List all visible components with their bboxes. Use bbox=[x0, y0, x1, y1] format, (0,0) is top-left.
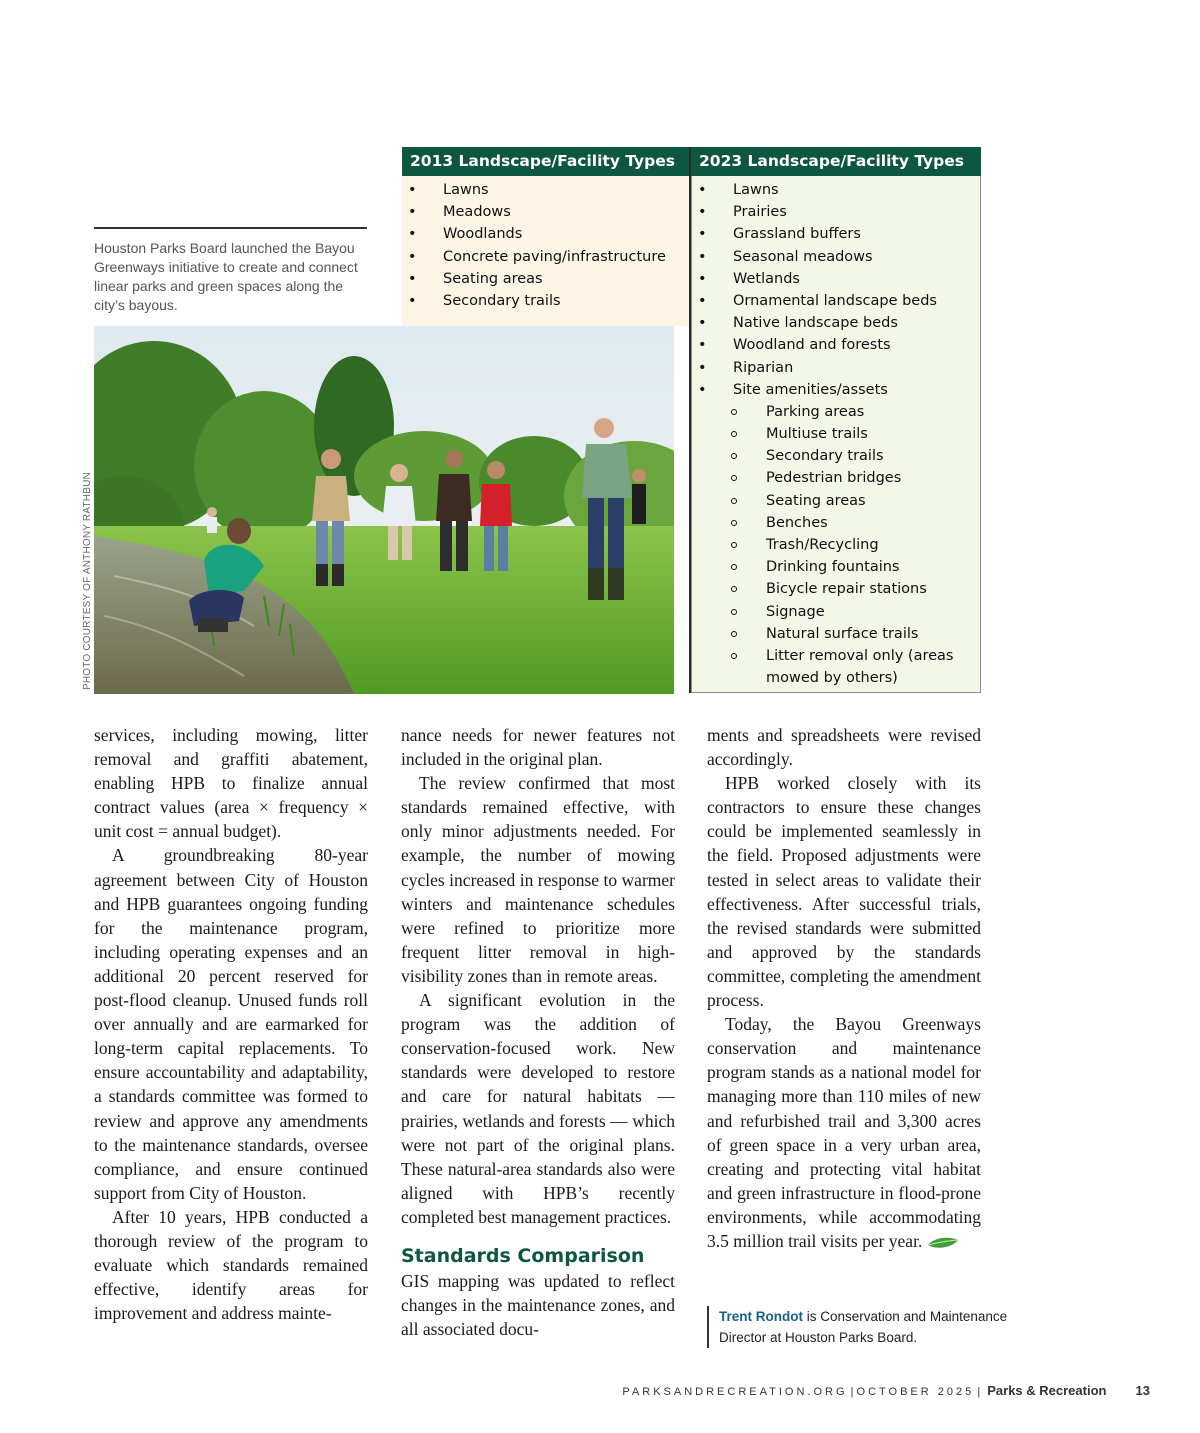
article-column-1 bbox=[94, 723, 368, 1325]
page-number: 13 bbox=[1135, 1383, 1150, 1398]
sub-list-item: Pedestrian bridges bbox=[692, 467, 980, 489]
table-heading-2023: 2023 Landscape/Facility Types bbox=[691, 147, 981, 176]
sub-list-item: Seating areas bbox=[692, 490, 980, 512]
author-description: is Conservation and Maintenance Director at Houston Parks Board. bbox=[719, 1309, 1008, 1345]
paragraph: services, including mowing, litter removal and graffiti abatement, enabling HPB to finalize annual contract values (area × frequency × unit cost = annual budget). bbox=[94, 725, 368, 842]
footer-separator: | bbox=[850, 1386, 854, 1398]
paragraph: A significant evolution in the program was the addition of conservation-focused work. New standards were developed to restore and care for natural habitats — prairies, wetlands and forests — which were not part of the original plans. These natural-area standards also were aligned with HPB’s recently completed best management practices. bbox=[401, 990, 675, 1227]
list-item: • Meadows bbox=[402, 201, 689, 223]
list-item: • Lawns bbox=[692, 179, 980, 201]
list-item: • Lawns bbox=[402, 179, 689, 201]
list-item: • Prairies bbox=[692, 201, 980, 223]
paragraph: After 10 years, HPB conducted a thorough review of the program to evaluate which standards remained effective, identify areas for improvement and address mainte- bbox=[94, 1206, 368, 1324]
paragraph: GIS mapping was updated to reflect changes in the maintenance zones, and all associated docu- bbox=[401, 1270, 675, 1340]
sub-list-item: Secondary trails bbox=[692, 445, 980, 467]
list-item: • Seasonal meadows bbox=[692, 246, 980, 268]
list-item: • Grassland buffers bbox=[692, 223, 980, 245]
leaf-icon bbox=[926, 1236, 960, 1250]
author-bio bbox=[707, 1306, 1027, 1348]
list-item: • Ornamental landscape beds bbox=[692, 290, 980, 312]
list-2023 bbox=[692, 176, 980, 689]
sub-list-item: Litter removal only (areas mowed by others) bbox=[692, 645, 980, 689]
paragraph: The review confirmed that most standards remained effective, with only minor adjustments needed. For example, the number of mowing cycles increased in response to warmer winters and maintenance schedules were refined to prioritize more frequent litter removal in high-visibility zones than in remote areas. bbox=[401, 773, 675, 986]
sub-list-item: Trash/Recycling bbox=[692, 534, 980, 556]
article-column-3 bbox=[707, 723, 981, 1253]
sub-list-item: Drinking fountains bbox=[692, 556, 980, 578]
table-column-2013 bbox=[402, 176, 689, 326]
sub-list-item: Benches bbox=[692, 512, 980, 534]
volunteers-photo bbox=[94, 326, 674, 694]
sub-list-item: Signage bbox=[692, 601, 980, 623]
paragraph-text: Today, the Bayou Greenways conservation and maintenance program stands as a national model for managing more than 110 miles of new and refurbished trail and 3,300 acres of green space in a very urban area, creating and protecting vital habitat and green infrastructure in flood-prone environments, while accommodating 3.5 million trail visits per year. bbox=[707, 1014, 981, 1251]
footer-separator: | bbox=[977, 1386, 981, 1398]
list-item: • Wetlands bbox=[692, 268, 980, 290]
list-item: • Riparian bbox=[692, 357, 980, 379]
table-column-2023 bbox=[691, 176, 981, 693]
list-item: • Woodlands bbox=[402, 223, 689, 245]
sub-list-item: Multiuse trails bbox=[692, 423, 980, 445]
list-item: • Native landscape beds bbox=[692, 312, 980, 334]
sub-list-item: Parking areas bbox=[692, 401, 980, 423]
list-item: • Seating areas bbox=[402, 268, 689, 290]
table-heading-2013: 2013 Landscape/Facility Types bbox=[402, 147, 689, 176]
photo-credit: PHOTO COURTESY OF ANTHONY RATHBUN bbox=[82, 472, 93, 690]
paragraph: ments and spreadsheets were revised accordingly. bbox=[707, 725, 981, 770]
footer-magazine: Parks & Recreation bbox=[987, 1383, 1107, 1398]
footer-site: PARKSANDRECREATION.ORG bbox=[622, 1386, 848, 1398]
article-column-2 bbox=[401, 723, 675, 1341]
paragraph: A groundbreaking 80-year agreement between City of Houston and HPB guarantees ongoing funding for the maintenance program, including operating expenses and an additional 20 percent reserved for post-flood cleanup. Unused funds roll over annually and are earmarked for long-term capital replacements. To ensure accountability and adaptability, a standards committee was formed to review and approve any amendments to the maintenance standards, oversee compliance, and ensure continued support from City of Houston. bbox=[94, 845, 368, 1203]
photo-illustration bbox=[94, 326, 674, 694]
photo-caption: Houston Parks Board launched the Bayou Greenways initiative to create and connect linear parks and green spaces along the city’s bayous. bbox=[94, 240, 358, 313]
sub-list-item: Bicycle repair stations bbox=[692, 578, 980, 600]
page-footer bbox=[622, 1383, 1150, 1398]
list-item: • Secondary trails bbox=[402, 290, 689, 312]
sub-list-item: Natural surface trails bbox=[692, 623, 980, 645]
paragraph: nance needs for newer features not included in the original plan. bbox=[401, 725, 675, 770]
author-name: Trent Rondot bbox=[719, 1309, 803, 1324]
list-2013 bbox=[402, 176, 689, 312]
paragraph: HPB worked closely with its contractors to ensure these changes could be implemented seamlessly in the field. Proposed adjustments were tested in select areas to validate their effectiveness. After successful trials, the revised standards were submitted and approved by the standards committee, completing the amendment process. bbox=[707, 773, 981, 1011]
footer-issue: OCTOBER 2025 bbox=[856, 1386, 975, 1398]
list-item: • Site amenities/assets bbox=[692, 379, 980, 401]
caption-rule bbox=[94, 227, 367, 229]
list-item: • Concrete paving/infrastructure bbox=[402, 246, 689, 268]
subheading-standards-comparison: Standards Comparison bbox=[401, 1244, 645, 1267]
paragraph bbox=[707, 1012, 981, 1253]
list-item: • Woodland and forests bbox=[692, 334, 980, 356]
